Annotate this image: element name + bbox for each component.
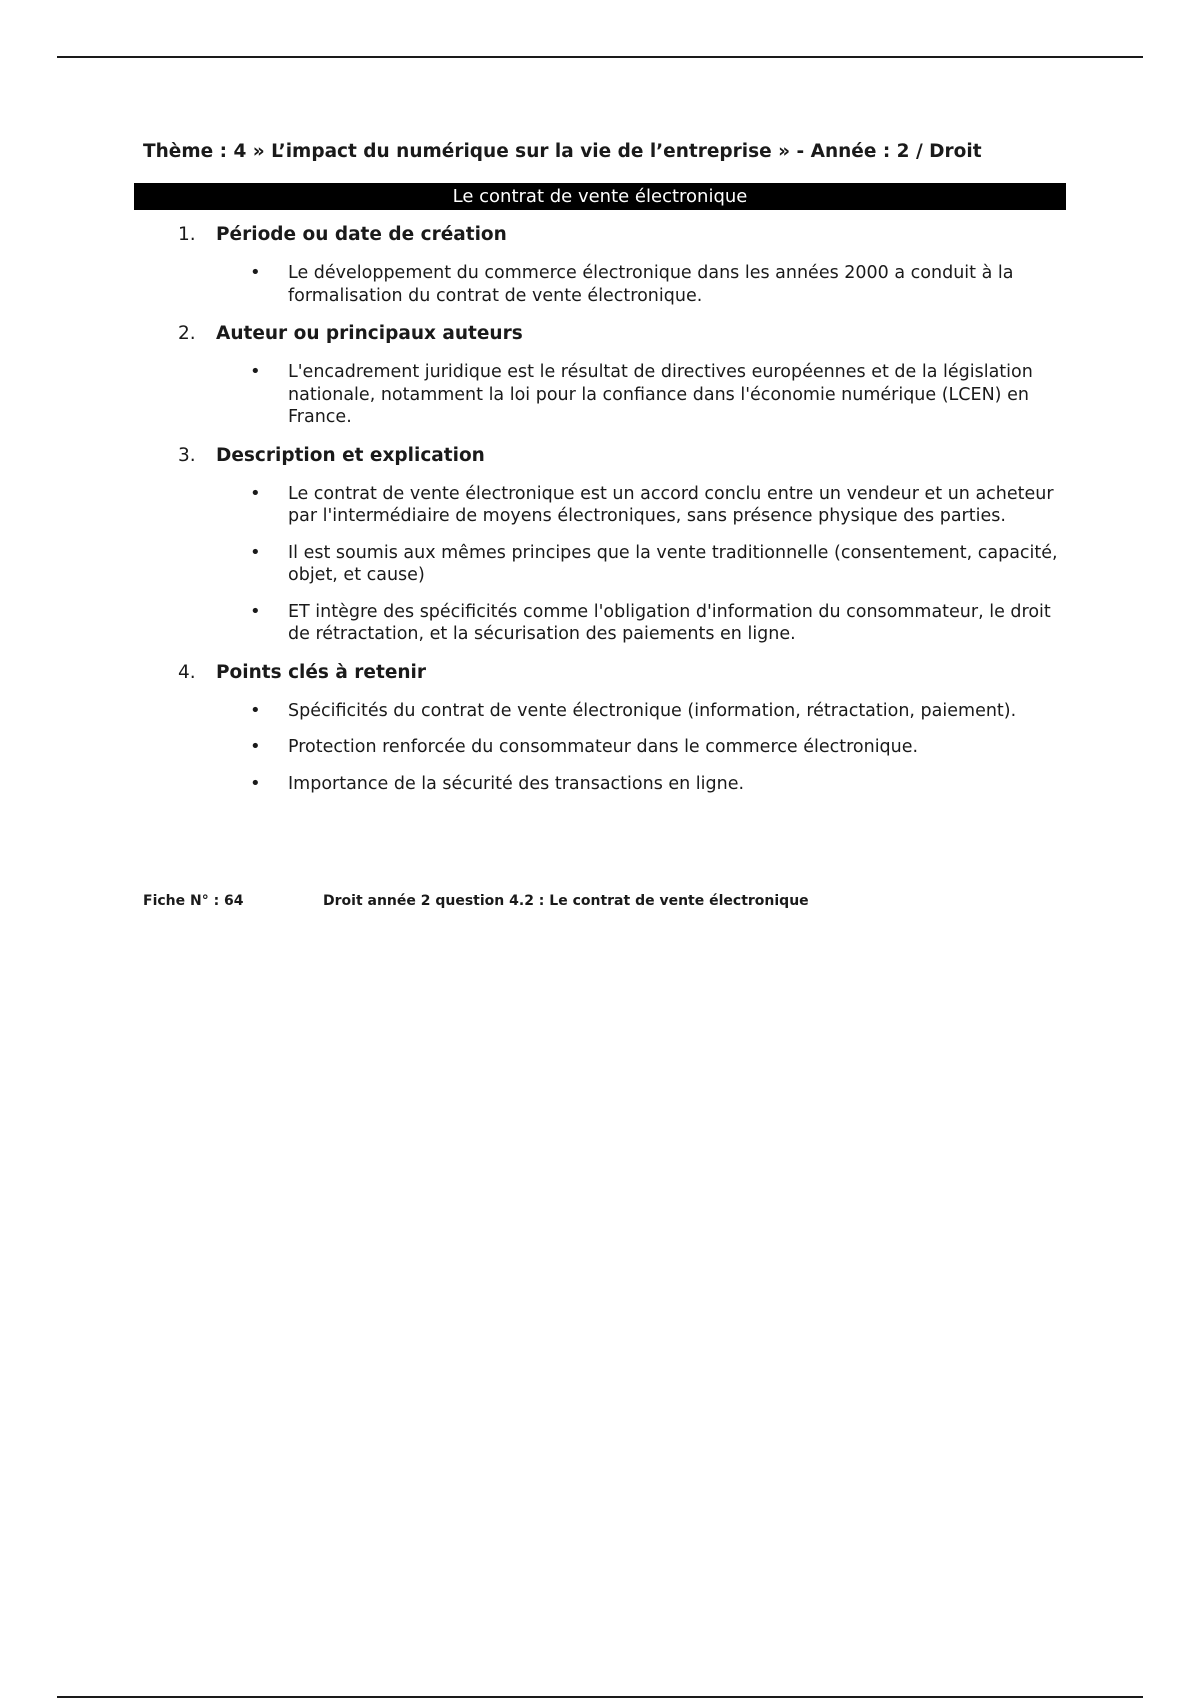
section-4 — [170, 660, 1070, 796]
section-title: Période ou date de création — [216, 224, 507, 245]
bullet-icon: • — [250, 541, 261, 563]
list-item — [170, 736, 1070, 759]
bullet-text: Spécificités du contrat de vente électronique (information, rétractation, paiement). — [288, 700, 1017, 721]
bullet-text: Le développement du commerce électronique dans les années 2000 a conduit à la formalisation du contrat de vente électronique. — [288, 263, 1014, 306]
bullet-text: ET intègre des spécificités comme l'obligation d'information du consommateur, le droit de rétractation, et la sécurisation des paiements en ligne. — [288, 601, 1051, 644]
section-number: 3. — [178, 444, 196, 466]
page-footer — [143, 893, 809, 909]
bullet-text: L'encadrement juridique est le résultat de directives européennes et de la législation nationale, notamment la loi pour la confiance dans l'économie numérique (LCEN) en France. — [288, 362, 1033, 427]
bullet-text: Importance de la sécurité des transactions en ligne. — [288, 773, 745, 794]
section-2 — [170, 321, 1070, 429]
bullet-list — [170, 483, 1070, 646]
bullet-list — [170, 262, 1070, 307]
list-item — [170, 361, 1070, 429]
list-item — [170, 601, 1070, 646]
bullet-icon: • — [250, 600, 261, 622]
theme-heading: Thème : 4 » L’impact du numérique sur la vie de l’entreprise » - Année : 2 / Droit — [143, 141, 982, 162]
bullet-text: Il est soumis aux mêmes principes que la vente traditionnelle (consentement, capacité, objet, et cause) — [288, 542, 1058, 585]
fiche-reference: Droit année 2 question 4.2 : Le contrat de vente électronique — [323, 893, 809, 909]
bullet-list — [170, 700, 1070, 796]
section-number: 1. — [178, 224, 196, 245]
list-item — [170, 262, 1070, 307]
section-heading — [170, 660, 1070, 686]
bullet-icon: • — [250, 736, 261, 757]
section-title: Auteur ou principaux auteurs — [216, 323, 523, 344]
top-rule — [57, 56, 1143, 58]
bullet-icon: • — [250, 361, 261, 382]
bullet-list — [170, 361, 1070, 429]
section-heading — [170, 222, 1070, 248]
section-title: Points clés à retenir — [216, 661, 427, 683]
list-item — [170, 542, 1070, 587]
bottom-rule — [57, 1696, 1143, 1698]
bullet-icon: • — [250, 262, 261, 283]
bullet-icon: • — [250, 482, 261, 504]
list-item — [170, 773, 1070, 796]
section-heading — [170, 443, 1070, 469]
section-number: 2. — [178, 323, 196, 344]
bullet-icon: • — [250, 772, 261, 794]
list-item — [170, 700, 1070, 723]
bullet-text: Le contrat de vente électronique est un accord conclu entre un vendeur et un acheteur par l'intermédiaire de moyens électroniques, sans présence physique des parties. — [288, 483, 1054, 526]
section-heading — [170, 321, 1070, 347]
fiche-number: Fiche N° : 64 — [143, 893, 244, 909]
document-title: Le contrat de vente électronique — [452, 186, 748, 207]
bullet-text: Protection renforcée du consommateur dans le commerce électronique. — [288, 737, 919, 757]
section-number: 4. — [178, 661, 196, 683]
bullet-icon: • — [250, 699, 261, 721]
content-body — [170, 222, 1070, 795]
section-3 — [170, 443, 1070, 646]
document-title-bar — [134, 183, 1066, 210]
list-item — [170, 483, 1070, 528]
section-title: Description et explication — [216, 444, 485, 466]
section-1 — [170, 222, 1070, 307]
